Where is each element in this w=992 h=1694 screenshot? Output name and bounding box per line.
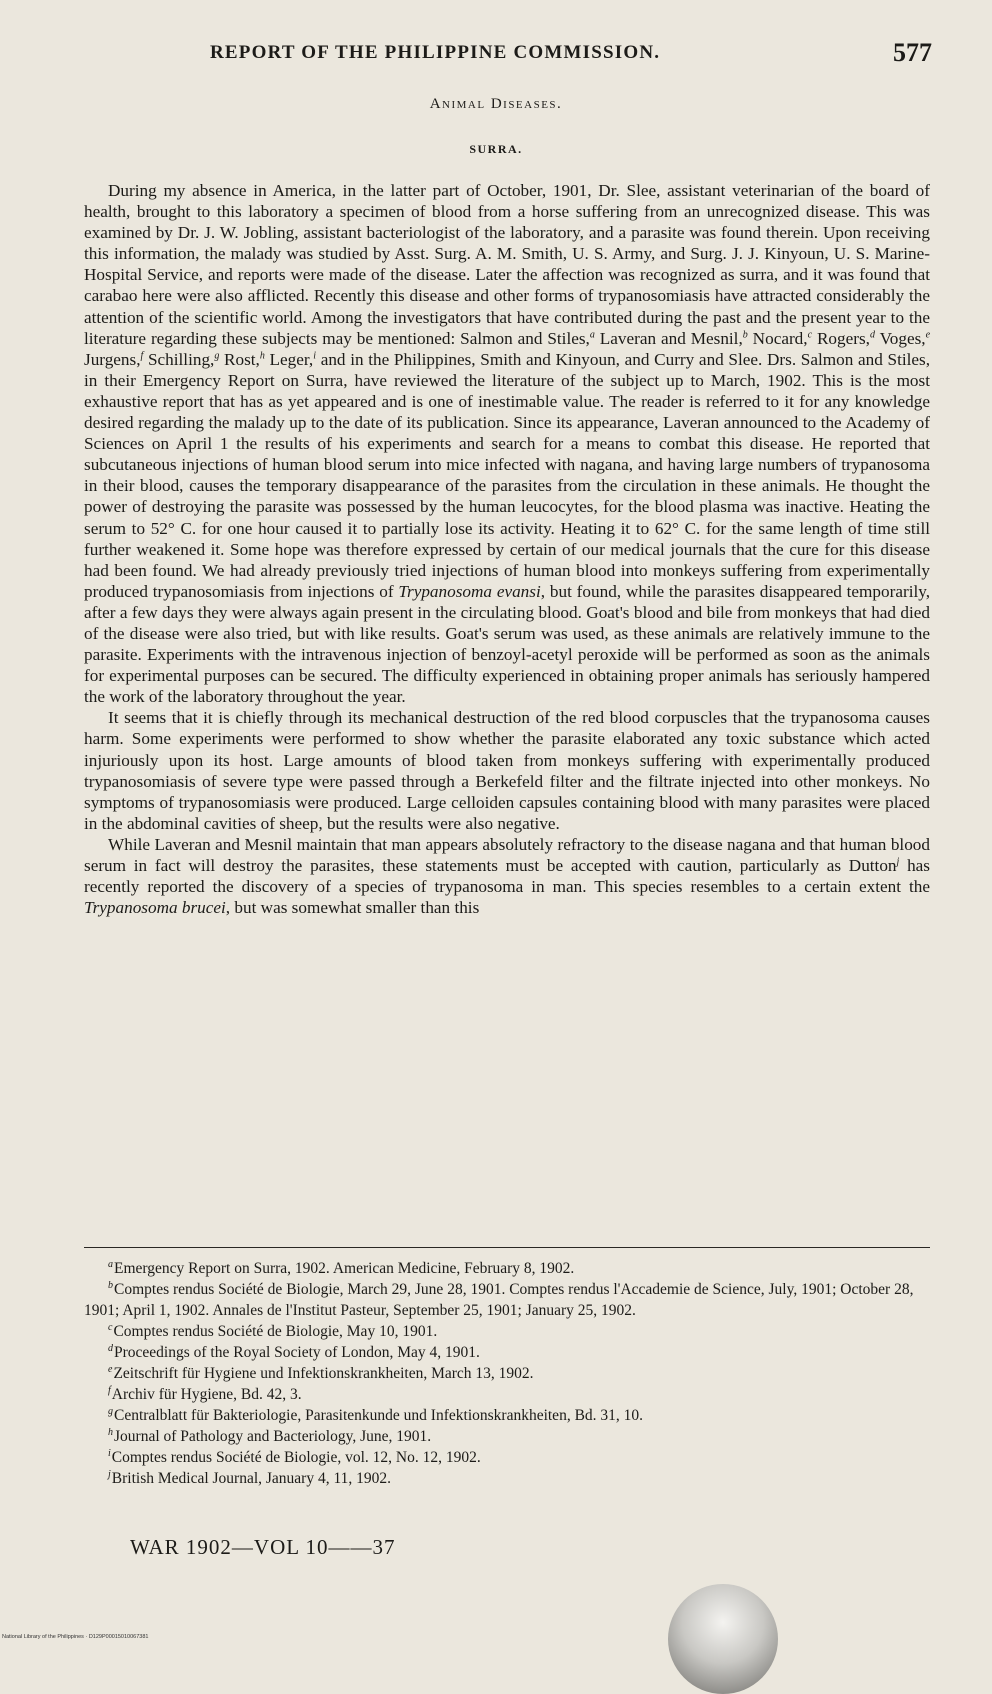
footnote-mark: j [108,1468,111,1480]
footnote-text: Archiv für Hygiene, Bd. 42, 3. [111,1386,302,1403]
page-number: 577 [893,38,932,67]
footnote-text: British Medical Journal, January 4, 11, 1902. [111,1470,392,1487]
footnote-mark: g [108,1405,113,1417]
paragraph-1 [84,180,930,707]
footnote [84,1279,930,1321]
footnote-text: Comptes rendus Société de Biologie, March 29, June 28, 1901. Comptes rendus l'Accademie de Science, July, 1901; October 28, 1901; April 1, 1902. Annales de l'Institut Pasteur, September 25, 1901; January 25, 1902. [84,1281,914,1319]
footnote-ref-j: j [896,856,900,868]
paragraph-1-text: Schilling, [143,349,215,369]
footnote-mark: a [108,1258,113,1270]
species-name: Trypanosoma evansi [398,581,541,601]
footnote-ref-d: d [869,328,875,340]
footnote [84,1405,930,1426]
paragraph-3 [84,834,930,918]
paragraph-1-text: Nocard, [747,328,808,348]
library-stamp: National Library of the Philippines · D129P00015010067381 [2,1634,149,1640]
body-text [84,180,930,918]
paragraph-1-text: During my absence in America, in the latter part of October, 1901, Dr. Slee, assistant veterinarian of the board of health, brought to this laboratory a specimen of blood from a horse suffering from an unrecognized disease. This was examined by Dr. J. W. Jobling, assistant bacteriologist of the laboratory, and a parasite was found therein. Upon receiving this information, the malady was studied by Asst. Surg. A. M. Smith, U. S. Army, and Surg. J. J. Kinyoun, U. S. Marine-Hospital Service, and reports were made of the disease. Later the affection was recognized as surra, and it was found that carabao here were also afflicted. Recently this disease and other forms of trypanosomiasis have attracted considerably the attention of the scientific world. Among the investigators that have contributed during the past and the present year to the literature regarding these subjects may be mentioned: Salmon and Stiles, [84,181,930,348]
scan-thumb-artifact [668,1584,778,1694]
footnote-text: Proceedings of the Royal Society of London, May 4, 1901. [114,1344,480,1361]
species-name: Trypanosoma brucei [84,898,226,918]
paragraph-3-text: has recently reported the discovery of a species of trypanosoma in man. This species resembles to a certain extent the [84,856,930,897]
footnote-mark: h [108,1426,113,1438]
footnote [84,1426,930,1447]
footnote-text: Comptes rendus Société de Biologie, vol. 12, No. 12, 1902. [111,1449,481,1466]
section-title: Animal Diseases. [429,96,563,112]
footnote-text: Comptes rendus Société de Biologie, May 10, 1901. [113,1323,438,1340]
footnote-mark: b [108,1279,113,1291]
footnote [84,1321,930,1342]
footnote [84,1447,930,1468]
footnote-mark: f [108,1384,111,1396]
paragraph-1-text: Leger, [264,349,314,369]
footnote-text: Emergency Report on Surra, 1902. American Medicine, February 8, 1902. [114,1260,575,1277]
paragraph-3-text: While Laveran and Mesnil maintain that man appears absolutely refractory to the disease nagana and that human blood serum in fact will destroy the parasites, these statements must be accepted with caution, particularly as Dutton [84,834,930,875]
paragraph-1-text: , but found, while the parasites disappeared temporarily, after a few days they were always again present in the circulating blood. Goat's blood and bile from monkeys that had died of the disease were also tried, but with like results. Goat's serum was used, as these animals are relatively immune to the parasite. Experiments with the intravenous injection of benzoyl-acetyl peroxide will be performed as soon as the animals for experimental purposes can be secured. The difficulty experienced in obtaining proper animals has seriously hampered the work of the laboratory throughout the year. [84,581,931,707]
paragraph-1-text: Laveran and Mesnil, [594,328,743,348]
running-head [70,40,932,74]
footnote-ref-b: b [742,328,748,340]
footnote-ref-g: g [214,350,220,362]
running-title: REPORT OF THE PHILIPPINE COMMISSION. [210,42,661,63]
footnote-ref-c: c [807,328,813,340]
footnote-ref-e: e [925,328,931,340]
footnote-mark: c [108,1321,113,1333]
paragraph-1-text: Rogers, [812,328,870,348]
footnote-ref-h: h [259,350,265,362]
footnote [84,1384,930,1405]
footnotes [84,1258,930,1489]
paragraph-1-text: Voges, [874,328,926,348]
paragraph-1-text: and in the Philippines, Smith and Kinyoun, and Curry and Slee. Drs. Salmon and Stiles, in their Emergency Report on Surra, have reviewed the literature of the subject up to March, 1902. This is the most exhaustive report that has as yet appeared and is one of inestimable value. The reader is referred to it for any knowledge desired regarding the malady up to the date of its publication. Since its appearance, Laveran announced to the Academy of Sciences on April 1 the results of his experiments and search for a means to combat this disease. He reported that subcutaneous injections of human blood serum into mice infected with nagana, and having large numbers of trypanosoma in their blood, causes the temporary disappearance of the parasites from the circulation in these animals. He thought the power of destroying the parasite was possessed by the human leucocytes, for the blood plasma was inactive. Heating the serum to 52° C. for one hour caused it to partially lose its activity. Heating it to 62° C. for the same length of time still further weakened it. Some hope was therefore expressed by certain of our medical journals that the cure for this disease had been found. We had already previously tried injections of human blood into monkeys suffering from experimentally produced trypanosomiasis from injections of [84,349,931,601]
footnote [84,1363,930,1384]
footnote-mark: d [108,1342,113,1354]
paragraph-2: It seems that it is chiefly through its mechanical destruction of the red blood corpuscles that the trypanosoma causes harm. Some experiments were performed to show whether the parasite elaborated any toxic substance which acted injuriously upon its host. Large amounts of blood taken from monkeys suffering with experimentally produced trypanosomiasis of severe type were passed through a Berkefeld filter and the filtrate injected into other monkeys. No symptoms of trypanosomiasis were produced. Large celloiden capsules containing blood with many parasites were placed in the abdominal cavities of sheep, but the results were also negative. [84,708,930,833]
footnote [84,1342,930,1363]
footnote-text: Zeitschrift für Hygiene und Infektionskrankheiten, March 13, 1902. [113,1365,534,1382]
footnote-ref-f: f [140,350,144,362]
footnote-mark: e [108,1363,113,1375]
footnote-text: Centralblatt für Bakteriologie, Parasitenkunde und Infektionskrankheiten, Bd. 31, 10. [114,1407,644,1424]
footnote-ref-a: a [589,328,595,340]
signature-line: WAR 1902—VOL 10——37 [130,1535,396,1559]
footnote-text: Journal of Pathology and Bacteriology, June, 1901. [114,1428,432,1445]
paragraph-1-text: Rost, [219,349,260,369]
footnote-divider [84,1247,930,1248]
paragraph-3-text: , but was somewhat smaller than this [225,898,480,918]
footnote-mark: i [108,1447,111,1459]
footnote [84,1258,930,1279]
subsection-title: SURRA. [469,142,523,156]
paragraph-1-text: Jurgens, [84,349,141,369]
footnote [84,1468,930,1489]
footnote-ref-i: i [313,350,317,362]
